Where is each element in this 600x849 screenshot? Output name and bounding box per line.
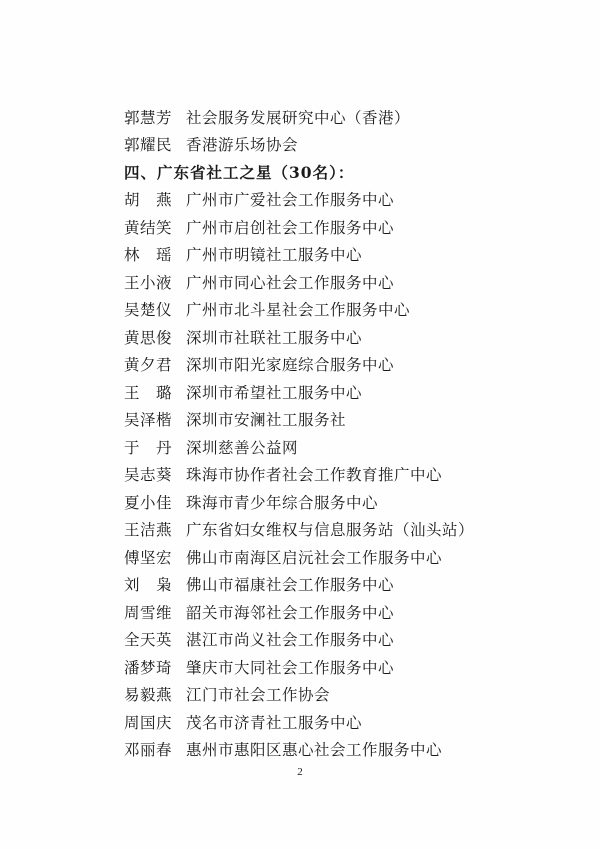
organization-name: 香港游乐场协会: [186, 136, 299, 155]
person-name: 林 瑶: [124, 246, 173, 265]
organization-name: 深圳市阳光家庭综合服务中心: [186, 356, 395, 375]
list-item: [124, 433, 564, 461]
person-name: 周雪维: [124, 603, 173, 622]
person-name: 夏小佳: [124, 493, 173, 512]
person-name: 邓丽春: [124, 741, 173, 760]
page-number: 2: [297, 766, 303, 778]
list-item: [124, 323, 564, 351]
organization-name: 社会服务发展研究中心（香港）: [186, 108, 411, 127]
person-name: 黄夕君: [124, 356, 173, 375]
list-item: [124, 543, 564, 571]
list-item: [124, 103, 564, 131]
section-heading: 四、广东省社工之星（30名）：: [124, 162, 355, 182]
list-item: [124, 708, 564, 736]
person-name: 于 丹: [124, 438, 173, 457]
list-item: [124, 516, 564, 544]
list-item: [124, 268, 564, 296]
person-name: 郭耀民: [124, 136, 173, 155]
organization-name: 珠海市青少年综合服务中心: [186, 493, 379, 512]
organization-name: 深圳市社联社工服务中心: [186, 328, 363, 347]
list-item: [124, 488, 564, 516]
person-name: 傅坚宏: [124, 548, 173, 567]
person-name: 周国庆: [124, 713, 173, 732]
person-name: 全天英: [124, 631, 173, 650]
list-item: [124, 296, 564, 324]
list-item: [124, 351, 564, 379]
organization-name: 广东省妇女维权与信息服务站（汕头站）: [186, 521, 475, 540]
list-item: [124, 378, 564, 406]
person-name: 易毅燕: [124, 686, 173, 705]
organization-name: 江门市社会工作协会: [186, 686, 331, 705]
organization-name: 佛山市南海区启沅社会工作服务中心: [186, 548, 443, 567]
organization-name: 珠海市协作者社会工作教育推广中心: [186, 466, 443, 485]
list-item: [124, 736, 564, 764]
person-name: 潘梦琦: [124, 658, 173, 677]
awardee-list: [124, 103, 564, 763]
organization-name: 韶关市海邻社会工作服务中心: [186, 603, 395, 622]
organization-name: 广州市同心社会工作服务中心: [186, 273, 395, 292]
person-name: 郭慧芳: [124, 108, 173, 127]
list-item: [124, 213, 564, 241]
organization-name: 湛江市尚义社会工作服务中心: [186, 631, 395, 650]
list-item: [124, 598, 564, 626]
list-item: [124, 653, 564, 681]
organization-name: 广州市广爱社会工作服务中心: [186, 191, 395, 210]
person-name: 王小液: [124, 273, 173, 292]
list-item: [124, 626, 564, 654]
person-name: 吴志葵: [124, 466, 173, 485]
organization-name: 茂名市济青社工服务中心: [186, 713, 363, 732]
list-item: [124, 406, 564, 434]
person-name: 黄结笑: [124, 218, 173, 237]
organization-name: 广州市明镜社工服务中心: [186, 246, 363, 265]
person-name: 王洁燕: [124, 521, 173, 540]
organization-name: 肇庆市大同社会工作服务中心: [186, 658, 395, 677]
organization-name: 深圳市安澜社工服务社: [186, 411, 347, 430]
person-name: 刘 枭: [124, 576, 173, 595]
person-name: 吴泽楷: [124, 411, 173, 430]
list-item: [124, 131, 564, 159]
list-item: [124, 571, 564, 599]
person-name: 胡 燕: [124, 191, 173, 210]
organization-name: 深圳慈善公益网: [186, 438, 299, 457]
organization-name: 深圳市希望社工服务中心: [186, 383, 363, 402]
list-item: [124, 241, 564, 269]
organization-name: 惠州市惠阳区惠心社会工作服务中心: [186, 741, 443, 760]
organization-name: 广州市北斗星社会工作服务中心: [186, 301, 411, 320]
organization-name: 广州市启创社会工作服务中心: [186, 218, 395, 237]
person-name: 黄思俊: [124, 328, 173, 347]
list-item: [124, 461, 564, 489]
list-item: [124, 681, 564, 709]
person-name: 吴楚仪: [124, 301, 173, 320]
person-name: 王 璐: [124, 383, 173, 402]
list-item: [124, 186, 564, 214]
organization-name: 佛山市福康社会工作服务中心: [186, 576, 395, 595]
